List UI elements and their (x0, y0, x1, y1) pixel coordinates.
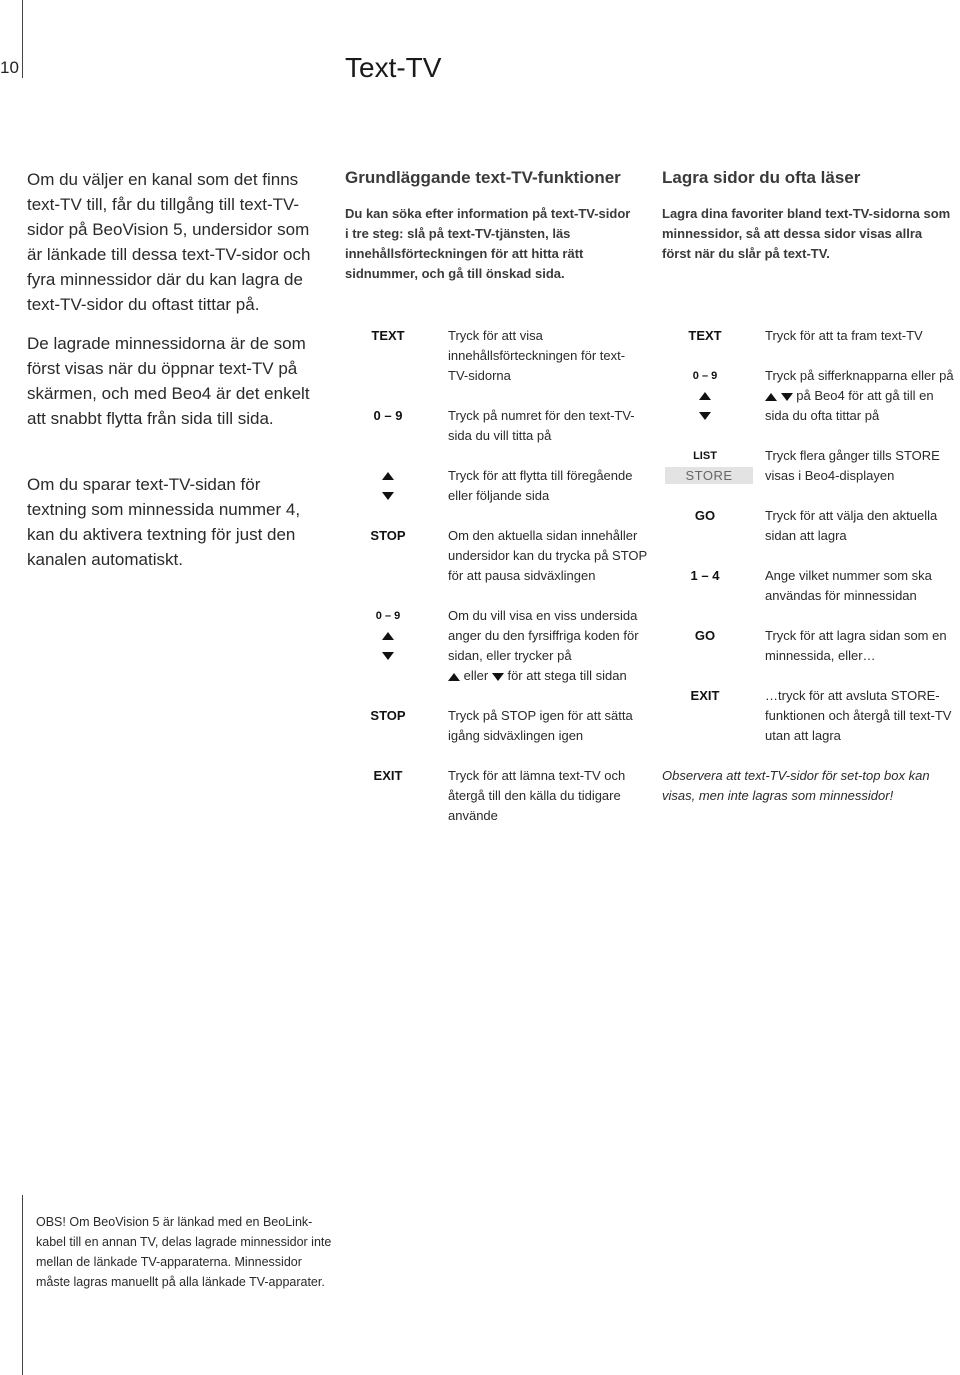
key-go: GO (694, 628, 716, 643)
key-range: 1 – 4 (690, 568, 720, 583)
arrow-down-icon (492, 668, 504, 683)
obs-rule (22, 1195, 23, 1375)
step-desc: Tryck för att ta fram text-TV (765, 328, 923, 343)
step-desc-mid: eller (463, 668, 489, 683)
obs-note: OBS! Om BeoVision 5 är länkad med en BeoLink-kabel till en annan TV, delas lagrade minnessidor inte mellan de länkade TV-apparaterna. Minnessidor måste lagras manuellt på alla länkade TV-apparater. (36, 1215, 332, 1289)
step-desc: Tryck för att flytta till föregående eller följande sida (448, 468, 633, 503)
key-digits-arrows (670, 366, 740, 426)
step-desc-a: Om du vill visa en viss undersida anger du den fyrsiffriga koden för sidan, eller trycker på (448, 608, 639, 663)
step-desc: Tryck för att visa innehållsförteckningen för text-TV-sidorna (448, 328, 626, 383)
margin-rule (22, 0, 23, 78)
store-display-badge: STORE (665, 467, 753, 484)
key-exit: EXIT (690, 688, 720, 703)
step-desc: Tryck på numret för den text-TV-sida du vill titta på (448, 408, 635, 443)
arrow-up-icon (353, 466, 423, 486)
intro-paragraph-3: Om du sparar text-TV-sidan för textning som minnessida nummer 4, kan du aktivera textning för just den kanalen automatiskt. (27, 475, 301, 569)
step-desc: Tryck för att lämna text-TV och återgå till den källa du tidigare använde (448, 768, 626, 823)
key-list-store (665, 446, 745, 486)
key-text: TEXT (688, 328, 722, 343)
store-subtitle: Lagra dina favoriter bland text-TV-sidorna som minnessidor, så att dessa sidor visas allra först när du slår på text-TV. (662, 206, 951, 261)
step-desc: …tryck för att avsluta STORE-funktionen och återgå till text-TV utan att lagra (765, 688, 952, 743)
basic-header (345, 168, 635, 284)
arrow-down-icon (353, 486, 423, 506)
key-digits-arrows (353, 606, 423, 666)
arrow-down-icon (670, 406, 740, 426)
key-go: GO (694, 508, 716, 523)
step-desc-c: sida du ofta tittar på (765, 408, 880, 423)
key-digits: 0 – 9 (692, 370, 718, 382)
page-title: Text-TV (345, 52, 442, 83)
store-note: Observera att text-TV-sidor för set-top box kan visas, men inte lagras som minnessidor! (662, 768, 930, 803)
key-stop: STOP (370, 528, 406, 543)
arrow-up-icon (353, 626, 423, 646)
key-text: TEXT (371, 328, 405, 343)
basic-subtitle: Du kan söka efter information på text-TV-sidor i tre steg: slå på text-TV-tjänsten, läs innehållsförteckningen för att hitta rätt sidnummer, och gå till önskad sida. (345, 206, 631, 281)
step-desc: Ange vilket nummer som ska användas för minnessidan (765, 568, 932, 603)
step-desc-b: på Beo4 för att gå till en (796, 388, 934, 403)
step-desc (765, 366, 960, 426)
intro-paragraph-1: Om du väljer en kanal som det finns text-TV till, får du tillgång till text-TV-sidor på BeoVision 5, undersidor som är länkade till dessa text-TV-sidor och fyra minnessidor där du kan lagra de text-TV-sidor du oftast tittar på. (27, 170, 311, 314)
store-title: Lagra sidor du ofta läser (662, 168, 861, 187)
basic-title: Grundläggande text-TV-funktioner (345, 168, 621, 187)
step-desc-end: för att stega till sidan (507, 668, 627, 683)
arrow-down-icon (353, 646, 423, 666)
store-header (662, 168, 952, 264)
key-digits: 0 – 9 (373, 408, 403, 423)
arrow-down-icon (781, 388, 793, 403)
arrow-up-icon (670, 386, 740, 406)
step-desc (448, 606, 648, 686)
key-digits: 0 – 9 (375, 610, 401, 622)
arrow-up-icon (448, 668, 460, 683)
step-desc: Tryck flera gånger tills STORE visas i Beo4-displayen (765, 448, 940, 483)
intro-paragraph-2: De lagrade minnessidorna är de som först visas när du öppnar text-TV på skärmen, och med Beo4 är det enkelt att snabbt flytta från sida till sida. (27, 334, 310, 428)
key-list: LIST (693, 450, 717, 462)
key-exit: EXIT (373, 768, 403, 783)
page-number: 10 (0, 58, 19, 77)
key-stop: STOP (370, 708, 406, 723)
step-desc-a: Tryck på sifferknapparna eller på (765, 368, 954, 383)
step-desc: Tryck på STOP igen för att sätta igång sidväxlingen igen (448, 708, 633, 743)
step-desc: Om den aktuella sidan innehåller undersidor kan du trycka på STOP för att pausa sidväxlingen (448, 528, 647, 583)
step-desc: Tryck för att välja den aktuella sidan att lagra (765, 508, 938, 543)
step-desc: Tryck för att lagra sidan som en minnessida, eller… (765, 628, 947, 663)
key-arrows (353, 466, 423, 506)
arrow-up-icon (765, 388, 777, 403)
